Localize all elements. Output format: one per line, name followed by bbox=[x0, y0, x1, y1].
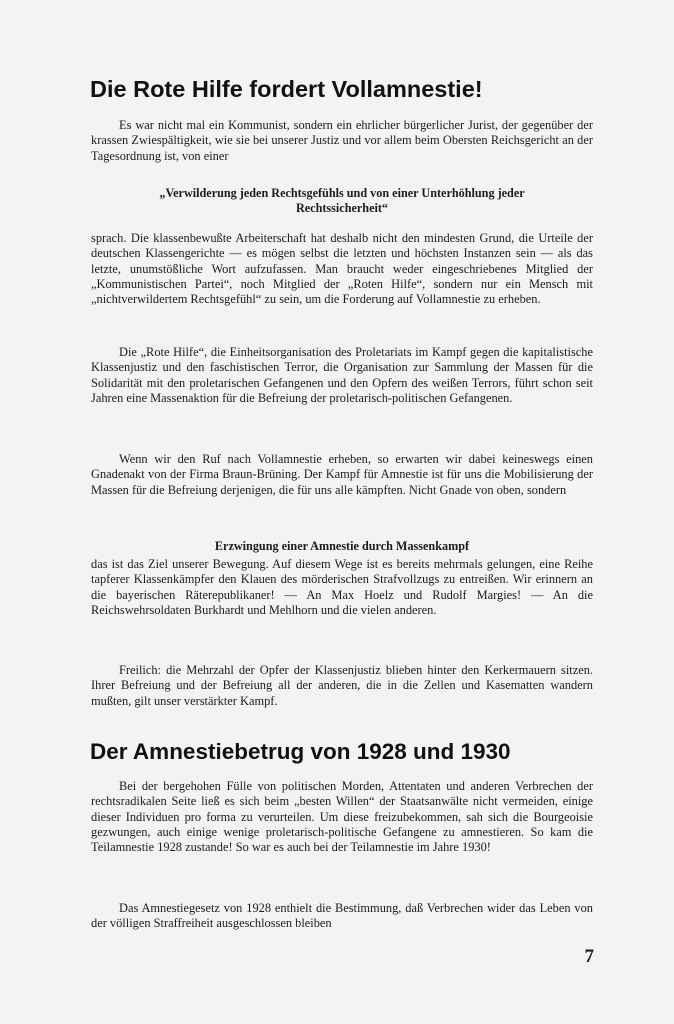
paragraph-5: das ist das Ziel unserer Bewegung. Auf diesem Wege ist es bereits mehrmals gelungen, eine Reihe tapferer Klassenkämpfer den Klauen des mörderischen Strafvollzugs zu entreißen. Wir erinnern an die bayerischen Räterepublikaner! — An Max Hoelz und Rudolf Margies! — An die Reichswehrsoldaten Burkhardt und Mehlhorn und die vielen anderen. bbox=[91, 557, 593, 617]
page-number: 7 bbox=[584, 946, 594, 967]
heading-rote-hilfe: Die Rote Hilfe fordert Vollamnestie! bbox=[90, 76, 483, 102]
paragraph-3: Die „Rote Hilfe“, die Einheitsorganisation des Proletariats im Kampf gegen die kapitalistische Klassenjustiz und den faschistischen Terror, die Organisation zur Sammlung der Massen für die Solidarität mit den proletarischen Gefangenen und den Opfern des weißen Terrors, führt schon seit Jahren eine Massenaktion für die Befreiung der proletarisch-politischen Gefangenen. bbox=[91, 345, 593, 405]
paragraph-7: Bei der bergehohen Fülle von politischen Morden, Attentaten und anderen Verbrechen der rechtsradikalen Seite ließ es sich beim „besten Willen“ der Staatsanwälte nicht vermeiden, einige dieser Individuen pro forma zu verurteilen. Um diese freizubekommen, sah sich die Bourgeoisie gezwungen, auch einige wenige proletarisch-politische Gefangene zu amnestieren. So kam die Teilamnestie 1928 zustande! So war es auch bei der Teilamnestie im Jahre 1930! bbox=[91, 779, 593, 855]
paragraph-8: Das Amnestiegesetz von 1928 enthielt die Bestimmung, daß Verbrechen wider das Leben von der völligen Straffreiheit ausgeschlossen bleiben bbox=[91, 901, 593, 931]
heading-amnestiebetrug: Der Amnestiebetrug von 1928 und 1930 bbox=[90, 739, 511, 764]
paragraph-4: Wenn wir den Ruf nach Vollamnestie erheben, so erwarten wir dabei keineswegs einen Gnadenakt von der Firma Braun-Brüning. Der Kampf für Amnestie ist für uns die Mobilisierung der Massen für die Befreiung derjenigen, die für uns alle kämpften. Nicht Gnade von oben, sondern bbox=[91, 452, 593, 497]
quote-erzwingung: Erzwingung einer Amnestie durch Massenkampf bbox=[214, 539, 470, 553]
paragraph-6: Freilich: die Mehrzahl der Opfer der Klassenjustiz blieben hinter den Kerkermauern sitzen. Ihrer Befreiung und der Befreiung all der anderen, die in die Zellen und Kasematten wandern mußten, gilt unser verstärkter Kampf. bbox=[91, 663, 593, 708]
quote-verwilderung: „Verwilderung jeden Rechtsgefühls und von einer Unterhöhlung jeder Rechtssicherheit“ bbox=[159, 186, 525, 216]
paragraph-1: Es war nicht mal ein Kommunist, sondern ein ehrlicher bürgerlicher Jurist, der gegenüber der krassen Zwiespältigkeit, wie sie bei unserer Justiz und vor allem beim Obersten Reichsgericht an der Tagesordnung ist, von einer bbox=[91, 118, 593, 163]
paragraph-2: sprach. Die klassenbewußte Arbeiterschaft hat deshalb nicht den mindesten Grund, die Urteile der deutschen Klassengerichte — es mögen selbst die letzten und höchsten Instanzen sein — als das letzte, unumstößliche Wort aufzufassen. Man braucht weder eingeschriebenes Mitglied der „Kommunistischen Partei“, noch Mitglied der „Roten Hilfe“, sondern nur ein Mensch mit „nichtverwildertem Rechtsgefühl“ zu sein, um die Forderung auf Vollamnestie zu erheben. bbox=[91, 231, 593, 307]
